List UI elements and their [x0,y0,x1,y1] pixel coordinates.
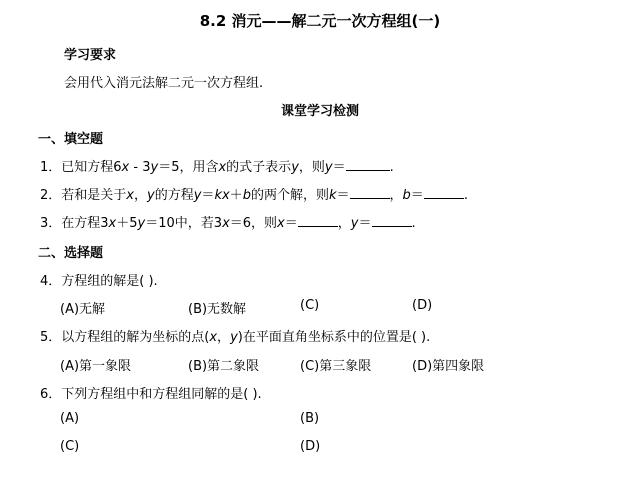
q2-var-y: y [193,188,202,203]
q6-option-c[interactable]: (C) [60,439,80,454]
q3-text: ＝10中，若3 [145,216,223,231]
q5-option-c[interactable]: (C)第三象限 [300,359,372,374]
section-heading-class-check: 课堂学习检测 [280,104,359,119]
q2-var-x: x [126,188,134,203]
q2-text: 2．若和是关于 [40,188,127,203]
q5-option-b[interactable]: (B)第二象限 [188,359,260,374]
q2-var-b: b [402,188,411,203]
question-3 [40,212,416,231]
q3-var-x: x [277,216,285,231]
q1-text: 1．已知方程6 [40,160,122,175]
q2-text: 的两个解，则 [250,188,329,203]
q6-option-b[interactable]: (B) [300,411,320,426]
q3-text: . [411,216,416,231]
q1-text: . [389,160,394,175]
page-title: 8.2 消元——解二元一次方程组(一) [199,12,441,30]
q4-option-c[interactable]: (C) [300,298,320,313]
q3-text: ＋5 [116,216,138,231]
q1-text: ＝ [332,160,346,175]
q3-var-y: y [350,216,359,231]
question-1 [40,156,394,175]
q5-text: ， [217,330,231,345]
q2-text: 的方程 [154,188,194,203]
q3-text: 3．在方程3 [40,216,109,231]
q3-text: ＝ [358,216,372,231]
q2-var-k: k [328,188,337,203]
q2-text: ＝ [201,188,215,203]
q3-text: ＝ [284,216,298,231]
q3-var-x: x [222,216,230,231]
q4-option-a[interactable]: (A)无解 [60,302,106,317]
q6-option-d[interactable]: (D) [300,439,321,454]
q5-text: )在平面直角坐标系中的位置是( ). [237,330,431,345]
question-5 [40,326,430,345]
q4-option-b[interactable]: (B)无数解 [188,302,247,317]
q2-var-x: x [221,188,230,203]
q5-var-y: y [230,330,238,345]
answer-blank[interactable] [350,186,390,199]
q1-text: ＝5，用含 [158,160,219,175]
q1-var-y: y [324,160,333,175]
answer-blank[interactable] [346,158,390,171]
q2-text: . [463,188,468,203]
q3-var-x: x [108,216,117,231]
answer-blank[interactable] [372,214,412,227]
question-2 [40,184,468,203]
q3-text: ， [337,216,351,231]
q1-text: 的式子表示 [226,160,292,175]
requirements-text: 会用代入消元法解二元一次方程组. [64,76,264,91]
answer-blank[interactable] [424,186,464,199]
q5-text: 5．以方程组的解为坐标的点( [40,330,210,345]
q2-var-k: k [214,188,222,203]
q1-var-x: x [218,160,227,175]
q1-var-y: y [150,160,159,175]
q6-option-a[interactable]: (A) [60,411,80,426]
q2-text: ＝ [336,188,350,203]
q1-text: - 3 [129,160,151,175]
q1-var-x: x [121,160,130,175]
q5-var-x: x [209,330,218,345]
q2-text: ＝ [410,188,424,203]
q5-option-d[interactable]: (D)第四象限 [412,359,485,374]
q2-text: ＋ [229,188,243,203]
q2-var-y: y [147,188,155,203]
q3-text: ＝6，则 [229,216,278,231]
answer-blank[interactable] [298,214,338,227]
q1-var-y: y [291,160,299,175]
q1-text: ，则 [298,160,325,175]
q4-option-d[interactable]: (D) [412,298,433,313]
q5-option-a[interactable]: (A)第一象限 [60,359,132,374]
question-6: 6．下列方程组中和方程组同解的是( ). [40,387,262,402]
q2-text: ， [133,188,147,203]
q2-var-b: b [242,188,251,203]
q3-var-y: y [137,216,146,231]
section-heading-fill-blanks: 一、填空题 [38,132,104,147]
question-4: 4．方程组的解是( ). [40,274,158,289]
q2-text: ， [389,188,403,203]
requirements-heading: 学习要求 [64,48,117,63]
section-heading-multiple-choice: 二、选择题 [38,246,104,261]
